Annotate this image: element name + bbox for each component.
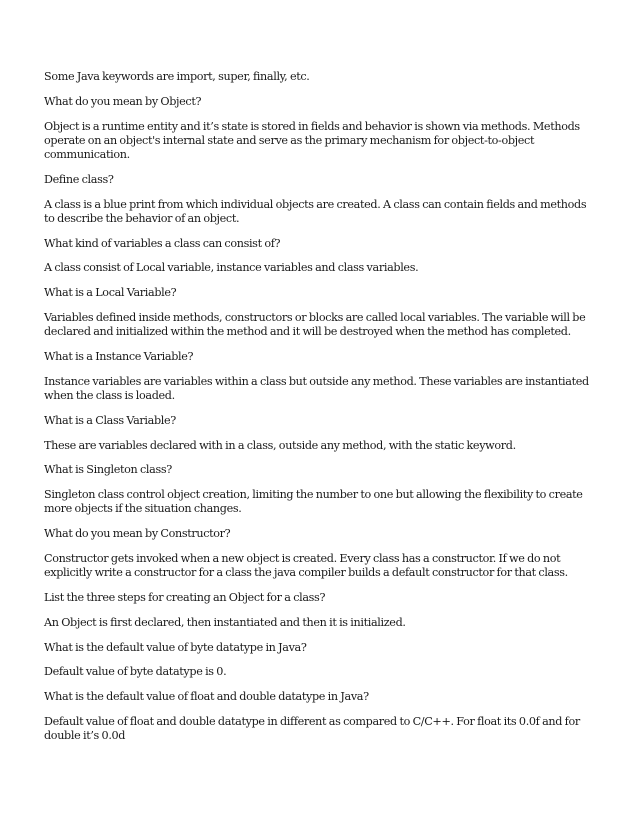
answer-object: Object is a runtime entity and it’s state is stored in fields and behavior is shown via methods. Methods operate on an object's internal state and serve as the primary mechanism for object-to-object communication. — [44, 119, 580, 161]
question-class-variables: What kind of variables a class can consist of? — [44, 236, 281, 250]
question-float-double-default: What is the default value of float and double datatype in Java? — [44, 690, 369, 704]
question-object-steps: List the three steps for creating an Object for a class? — [44, 590, 326, 604]
document-body — [44, 70, 596, 754]
answer-singleton: Singleton class control object creation, limiting the number to one but allowing the flexibility to create more objects if the situation changes. — [44, 488, 583, 516]
answer-byte-default: Default value of byte datatype is 0. — [44, 665, 227, 679]
answer-constructor: Constructor gets invoked when a new object is created. Every class has a constructor. If we do not explicitly write a constructor for a class the java compiler builds a default constructor for that class. — [44, 551, 568, 580]
question-class-variable: What is a Class Variable? — [44, 413, 176, 427]
question-instance-variable: What is a Instance Variable? — [44, 349, 194, 363]
question-byte-default: What is the default value of byte datatype in Java? — [44, 640, 307, 654]
keywords-paragraph: Some Java keywords are import, super, finally, etc. — [44, 70, 310, 83]
question-class: Define class? — [44, 172, 114, 186]
answer-class-variable: These are variables declared with in a class, outside any method, with the static keyword. — [44, 438, 516, 452]
answer-class-variables: A class consist of Local variable, instance variables and class variables. — [44, 261, 419, 275]
answer-instance-variable: Instance variables are variables within a class but outside any method. These variables are instantiated when the class is loaded. — [44, 374, 589, 402]
question-constructor: What do you mean by Constructor? — [44, 527, 231, 541]
question-local-variable: What is a Local Variable? — [44, 286, 177, 300]
answer-float-double-default: Default value of float and double datatype in different as compared to C/C++. For float its 0.0f and for double it’s 0.0d — [44, 714, 580, 743]
answer-local-variable: Variables defined inside methods, constructors or blocks are called local variables. The variable will be declared and initialized within the method and it will be destroyed when the method has completed. — [44, 310, 586, 339]
question-singleton: What is Singleton class? — [44, 463, 172, 477]
answer-object-steps: An Object is first declared, then instantiated and then it is initialized. — [44, 615, 406, 629]
question-object: What do you mean by Object? — [44, 94, 202, 108]
answer-class: A class is a blue print from which individual objects are created. A class can contain fields and methods to describe the behavior of an object. — [44, 197, 587, 225]
